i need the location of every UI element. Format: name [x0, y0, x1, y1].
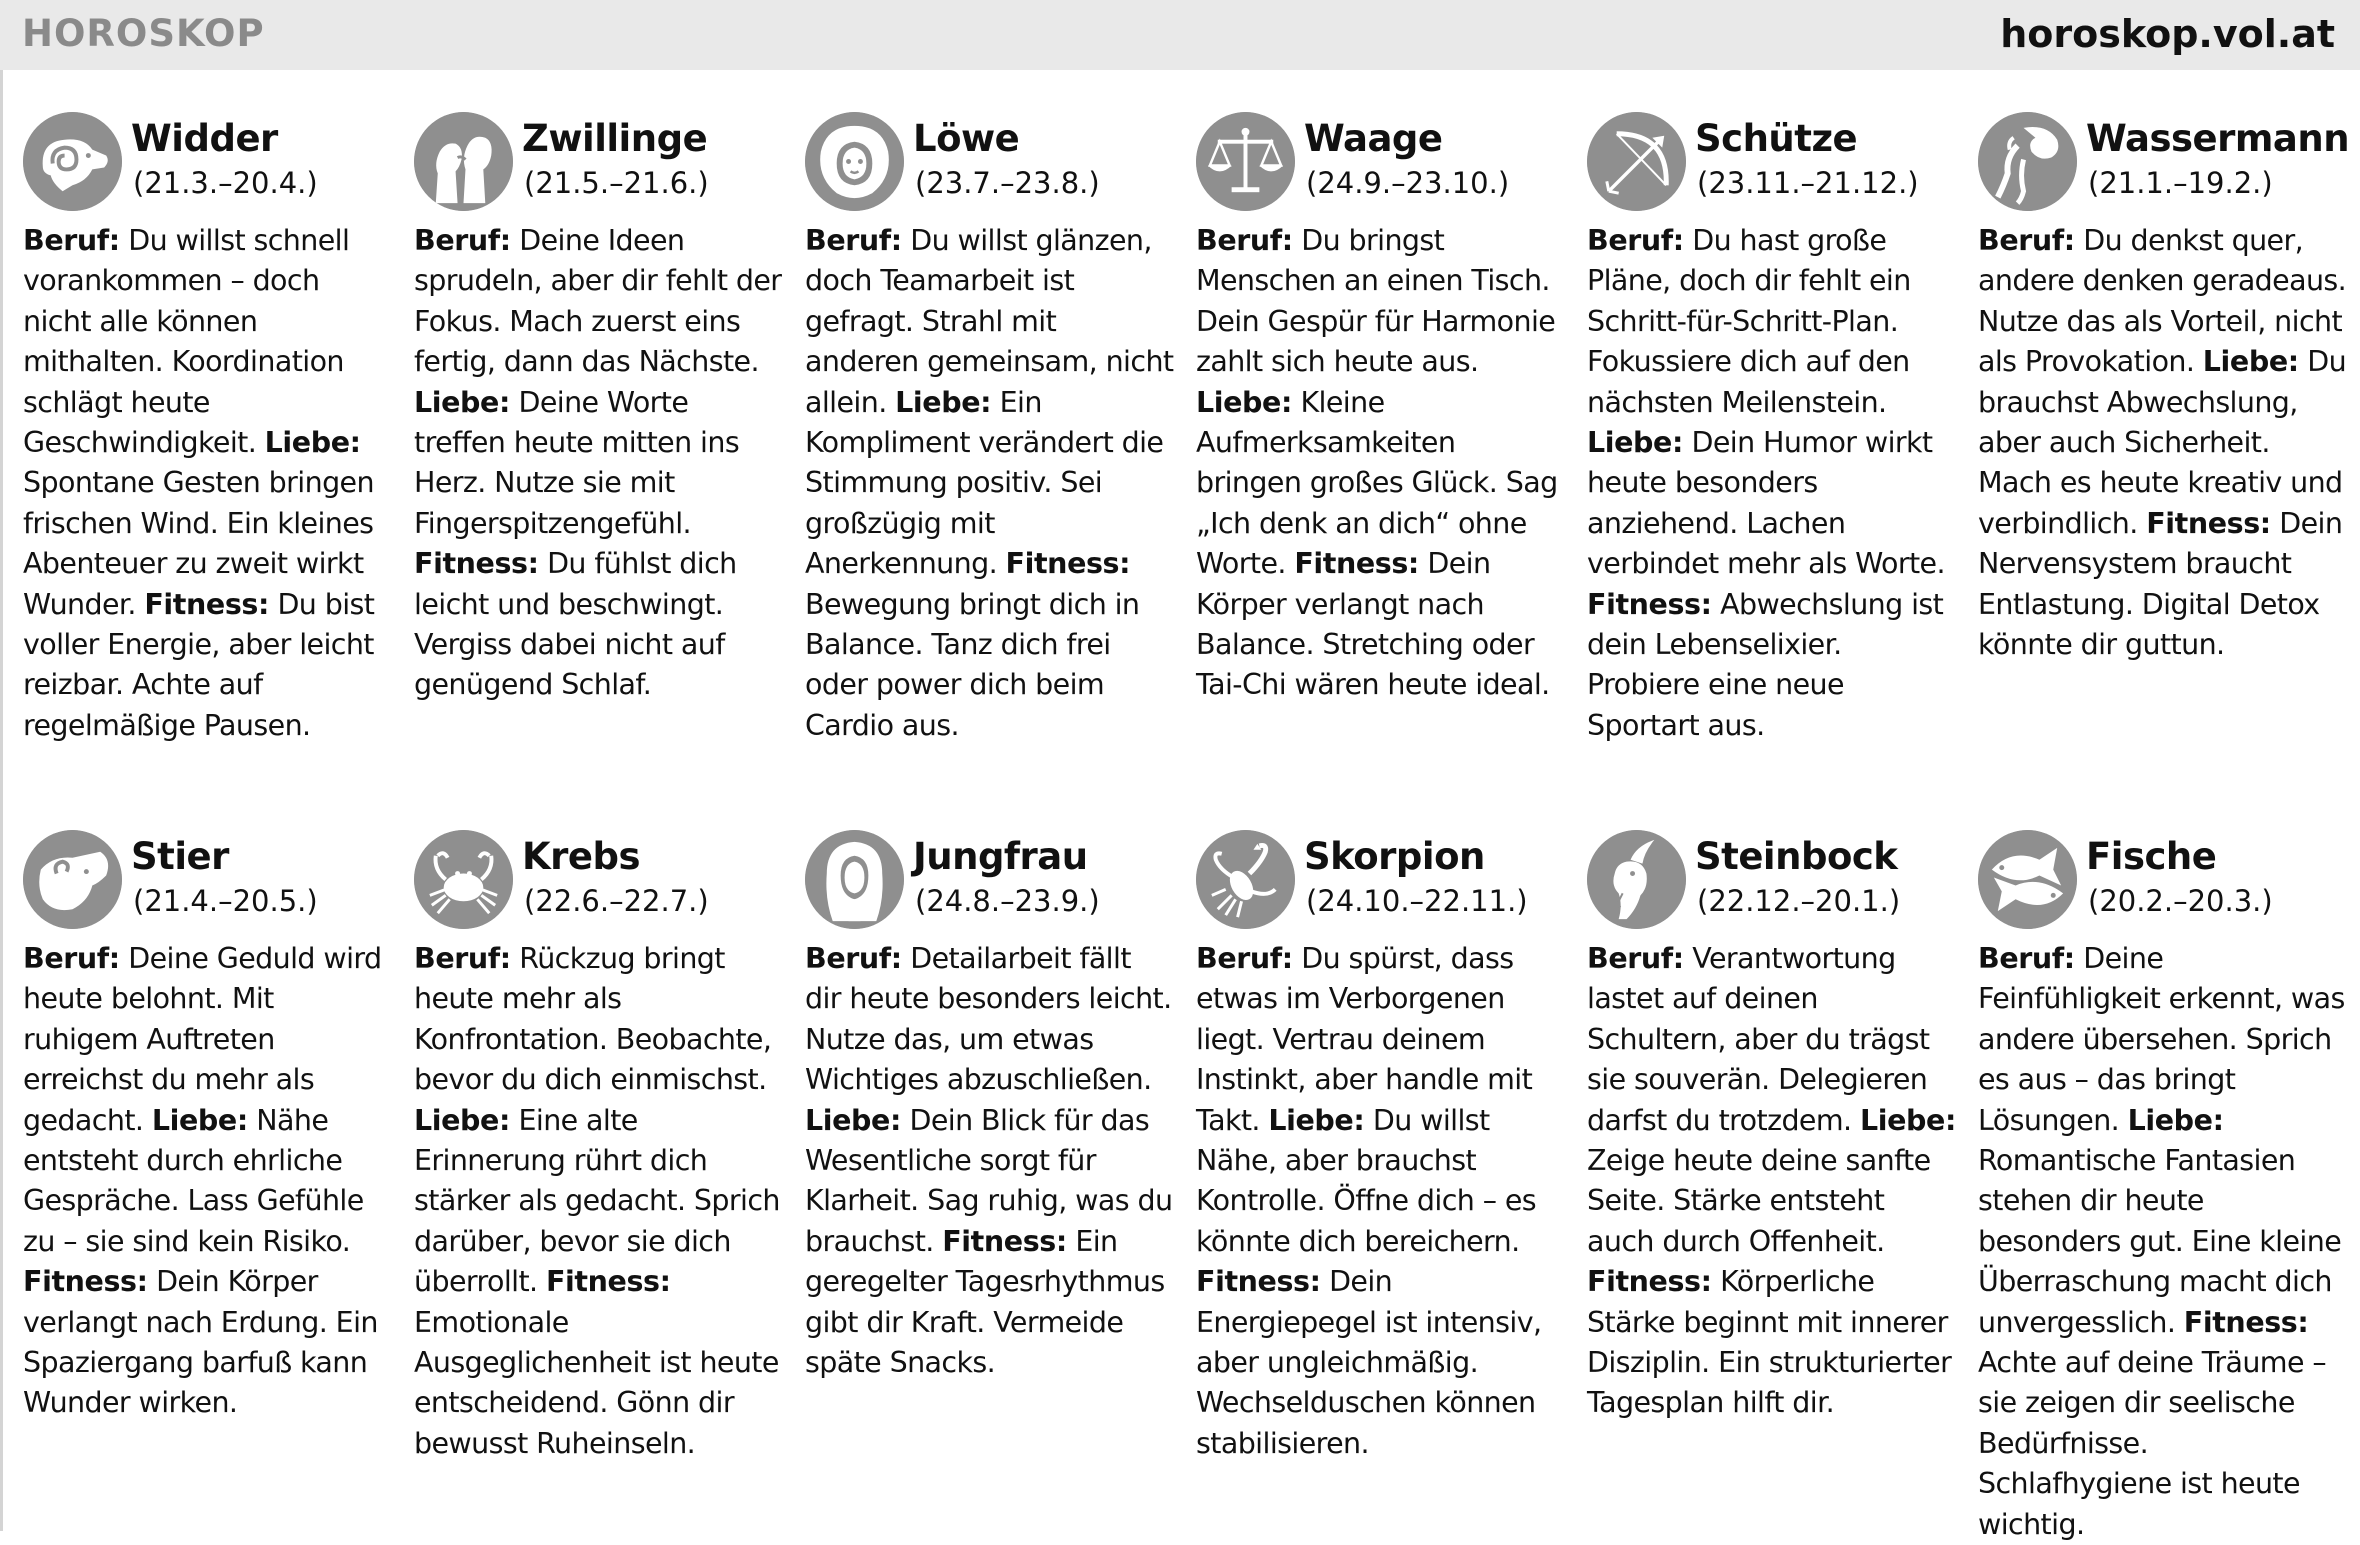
ram-icon: [23, 112, 122, 211]
sign-name: Schütze: [1695, 117, 1858, 160]
beruf-text: Du willst glänzen, doch Teamarbeit ist gefragt. Strahl mit anderen gemeinsam, nicht allein.: [805, 224, 1174, 419]
fitness-text: Emotionale Ausgeglichenheit ist heute entscheidend. Gönn dir bewusst Ruheinseln.: [414, 1305, 779, 1460]
beruf-label: Beruf:: [1587, 942, 1684, 975]
fitness-text: Dein Nervensystem braucht Entlastung. Digital Detox könnte dir guttun.: [1978, 506, 2343, 662]
beruf-text: Du spürst, dass etwas im Verborgenen liegt. Vertrau deinem Instinkt, aber handle mit Takt.: [1196, 942, 1533, 1137]
fitness-text: Dein Körper verlangt nach Erdung. Ein Spaziergang barfuß kann Wunder wirken.: [23, 1265, 378, 1420]
sign-card-wassermann: [1978, 112, 2348, 665]
header-bar: [0, 0, 2360, 70]
sign-name: Zwillinge: [522, 117, 708, 160]
liebe-label: Liebe:: [2202, 345, 2299, 379]
liebe-text: Kleine Aufmerksamkeiten bringen großes Glück. Sag „Ich denk an dich“ ohne Worte.: [1196, 385, 1558, 581]
sign-name: Wassermann: [2086, 117, 2350, 160]
liebe-label: Liebe:: [805, 1103, 901, 1137]
beruf-label: Beruf:: [1196, 224, 1293, 257]
beruf-text: Du willst schnell vorankommen – doch nicht alle können mithalten. Koordination schlägt heute Geschwindigkeit.: [23, 224, 350, 460]
sign-card-krebs: [414, 830, 784, 1464]
fitness-label: Fitness:: [414, 547, 539, 581]
liebe-text: Deine Worte treffen heute mitten ins Herz. Nutze sie mit Fingerspitzengefühl.: [414, 385, 740, 540]
fitness-text: Du bist voller Energie, aber leicht reizbar. Achte auf regelmäßige Pausen.: [23, 587, 375, 742]
twins-icon: [414, 112, 513, 211]
sign-dates: (22.6.–22.7.): [524, 884, 709, 918]
sign-card-widder: [23, 112, 393, 746]
beruf-label: Beruf:: [805, 224, 902, 257]
fitness-label: Fitness:: [1587, 587, 1712, 621]
sign-dates: (23.11.–21.12.): [1697, 166, 1919, 200]
sign-name: Löwe: [913, 117, 1020, 160]
sign-text: [1196, 221, 1566, 706]
section-title: HOROSKOP: [22, 12, 265, 55]
beruf-text: Deine Feinfühligkeit erkennt, was andere übersehen. Sprich es aus – das bringt Lösungen.: [1978, 942, 2345, 1137]
beruf-text: Deine Ideen sprudeln, aber dir fehlt der Fokus. Mach zuerst eins fertig, dann das Nächste.: [414, 224, 782, 379]
liebe-text: Du brauchst Abwechslung, aber auch Sicherheit. Mach es heute kreativ und verbindlich.: [1978, 345, 2347, 540]
beruf-text: Rückzug bringt heute mehr als Konfrontation. Beobachte, bevor du dich einmischst.: [414, 942, 772, 1097]
liebe-label: Liebe:: [1196, 385, 1292, 419]
sign-text: [23, 221, 393, 746]
goat-icon: [1587, 830, 1686, 929]
fitness-label: Fitness:: [1294, 547, 1419, 581]
sign-card-stier: [23, 830, 393, 1424]
beruf-label: Beruf:: [23, 224, 120, 257]
sign-text: [1587, 221, 1957, 746]
sign-name: Fische: [2086, 835, 2217, 878]
sign-name: Skorpion: [1304, 835, 1485, 878]
scales-icon: [1196, 112, 1295, 211]
beruf-text: Detailarbeit fällt dir heute besonders leicht. Nutze das, um etwas Wichtiges abzuschließen.: [805, 942, 1172, 1097]
liebe-text: Dein Humor wirkt heute besonders anziehend. Lachen verbindet mehr als Worte.: [1587, 426, 1945, 581]
fitness-text: Dein Energiepegel ist intensiv, aber ungleichmäßig. Wechselduschen können stabilisieren.: [1196, 1265, 1542, 1460]
beruf-label: Beruf:: [1196, 942, 1293, 975]
sign-text: [805, 939, 1175, 1383]
fitness-label: Fitness:: [2183, 1305, 2309, 1339]
sign-name: Jungfrau: [913, 835, 1088, 878]
sign-text: [805, 221, 1175, 746]
liebe-text: Eine alte Erinnerung rührt dich stärker als gedacht. Sprich darüber, bevor sie dich überrollt.: [414, 1103, 780, 1299]
sign-dates: (22.12.–20.1.): [1697, 884, 1901, 918]
beruf-label: Beruf:: [23, 942, 120, 975]
sign-text: [414, 939, 784, 1464]
sign-name: Stier: [131, 835, 229, 878]
liebe-label: Liebe:: [1268, 1103, 1365, 1137]
sign-card-loewe: [805, 112, 1175, 746]
sign-name: Krebs: [522, 835, 641, 878]
fitness-text: Achte auf deine Träume – sie zeigen dir seelische Bedürfnisse. Schlafhygiene ist heute wichtig.: [1978, 1346, 2326, 1541]
sign-dates: (21.1.–19.2.): [2088, 166, 2273, 200]
sign-card-skorpion: [1196, 830, 1566, 1464]
fitness-text: Abwechslung ist dein Lebenselixier. Probiere eine neue Sportart aus.: [1587, 587, 1944, 742]
frame-divider: [0, 70, 3, 1531]
beruf-label: Beruf:: [414, 942, 511, 975]
beruf-text: Verantwortung lastet auf deinen Schultern, aber du trägst sie souverän. Delegieren darfst du trotzdem.: [1587, 942, 1930, 1137]
liebe-text: Ein Kompliment verändert die Stimmung positiv. Sei großzügig mit Anerkennung.: [805, 385, 1164, 581]
lion-icon: [805, 112, 904, 211]
fitness-text: Dein Körper verlangt nach Balance. Stretching oder Tai-Chi wären heute ideal.: [1196, 547, 1550, 702]
sign-text: [1587, 939, 1957, 1424]
fitness-label: Fitness:: [1587, 1265, 1712, 1299]
sign-card-zwillinge: [414, 112, 784, 706]
bull-icon: [23, 830, 122, 929]
sign-dates: (20.2.–20.3.): [2088, 884, 2273, 918]
fitness-label: Fitness:: [1196, 1265, 1321, 1299]
liebe-label: Liebe:: [264, 426, 361, 460]
fitness-label: Fitness:: [2146, 506, 2271, 540]
sign-card-steinbock: [1587, 830, 1957, 1424]
sign-card-fische: [1978, 830, 2348, 1545]
liebe-label: Liebe:: [1859, 1103, 1956, 1137]
beruf-label: Beruf:: [805, 942, 902, 975]
sign-dates: (23.7.–23.8.): [915, 166, 1100, 200]
sign-name: Steinbock: [1695, 835, 1898, 878]
archer-icon: [1587, 112, 1686, 211]
site-url[interactable]: horoskop.vol.at: [2000, 12, 2335, 56]
water-bearer-icon: [1978, 112, 2077, 211]
beruf-text: Du bringst Menschen an einen Tisch. Dein Gespür für Harmonie zahlt sich heute aus.: [1196, 224, 1556, 379]
fitness-label: Fitness:: [23, 1265, 148, 1299]
liebe-label: Liebe:: [151, 1103, 248, 1137]
liebe-text: Zeige heute deine sanfte Seite. Stärke entsteht auch durch Offenheit.: [1587, 1144, 1931, 1258]
liebe-text: Du willst Nähe, aber brauchst Kontrolle. Öffne dich – es könnte dich bereichern.: [1196, 1103, 1537, 1258]
sign-text: [1978, 939, 2348, 1545]
beruf-text: Deine Geduld wird heute belohnt. Mit ruhigem Auftreten erreichst du mehr als gedacht.: [23, 942, 382, 1137]
liebe-label: Liebe:: [2127, 1103, 2224, 1137]
liebe-label: Liebe:: [1587, 426, 1683, 460]
sign-name: Widder: [131, 117, 278, 160]
virgin-icon: [805, 830, 904, 929]
sign-text: [1978, 221, 2348, 665]
fitness-label: Fitness:: [144, 587, 269, 621]
fitness-label: Fitness:: [1005, 547, 1131, 581]
liebe-text: Dein Blick für das Wesentliche sorgt für Klarheit. Sag ruhig, was du brauchst.: [805, 1103, 1173, 1258]
sign-dates: (21.4.–20.5.): [133, 884, 318, 918]
sign-dates: (24.8.–23.9.): [915, 884, 1100, 918]
liebe-label: Liebe:: [414, 385, 510, 419]
sign-card-jungfrau: [805, 830, 1175, 1383]
sign-card-waage: [1196, 112, 1566, 706]
fitness-text: Körperliche Stärke beginnt mit innerer Disziplin. Ein strukturierter Tagesplan hilft dir.: [1587, 1265, 1952, 1420]
beruf-text: Du denkst quer, andere denken geradeaus. Nutze das als Vorteil, nicht als Provokation.: [1978, 224, 2347, 379]
liebe-label: Liebe:: [895, 385, 992, 419]
fish-icon: [1978, 830, 2077, 929]
scorpion-icon: [1196, 830, 1295, 929]
liebe-label: Liebe:: [414, 1103, 510, 1137]
fitness-label: Fitness:: [942, 1224, 1067, 1258]
fitness-text: Ein geregelter Tagesrhythmus gibt dir Kraft. Vermeide späte Snacks.: [805, 1224, 1165, 1380]
liebe-text: Spontane Gesten bringen frischen Wind. Ein kleines Abenteuer zu zweit wirkt Wunder.: [23, 466, 374, 621]
sign-dates: (21.5.–21.6.): [524, 166, 709, 200]
beruf-label: Beruf:: [1978, 224, 2075, 257]
fitness-label: Fitness:: [545, 1265, 671, 1299]
sign-dates: (24.10.–22.11.): [1306, 884, 1528, 918]
fitness-text: Bewegung bringt dich in Balance. Tanz dich frei oder power dich beim Cardio aus.: [805, 587, 1140, 742]
fitness-text: Du fühlst dich leicht und beschwingt. Vergiss dabei nicht auf genügend Schlaf.: [414, 547, 737, 702]
sign-dates: (24.9.–23.10.): [1306, 166, 1510, 200]
beruf-text: Du hast große Pläne, doch dir fehlt ein Schritt-für-Schritt-Plan. Fokussiere dich auf den nächsten Meilenstein.: [1587, 224, 1911, 419]
sign-card-schuetze: [1587, 112, 1957, 746]
liebe-text: Romantische Fantasien stehen dir heute besonders gut. Eine kleine Überraschung macht dich unvergesslich.: [1978, 1144, 2342, 1339]
sign-text: [1196, 939, 1566, 1464]
beruf-label: Beruf:: [1587, 224, 1684, 257]
sign-dates: (21.3.–20.4.): [133, 166, 318, 200]
sign-name: Waage: [1304, 117, 1443, 160]
beruf-label: Beruf:: [1978, 942, 2075, 975]
beruf-label: Beruf:: [414, 224, 511, 257]
liebe-text: Nähe entsteht durch ehrliche Gespräche. Lass Gefühle zu – sie sind kein Risiko.: [23, 1103, 364, 1258]
sign-text: [414, 221, 784, 706]
crab-icon: [414, 830, 513, 929]
sign-text: [23, 939, 393, 1424]
